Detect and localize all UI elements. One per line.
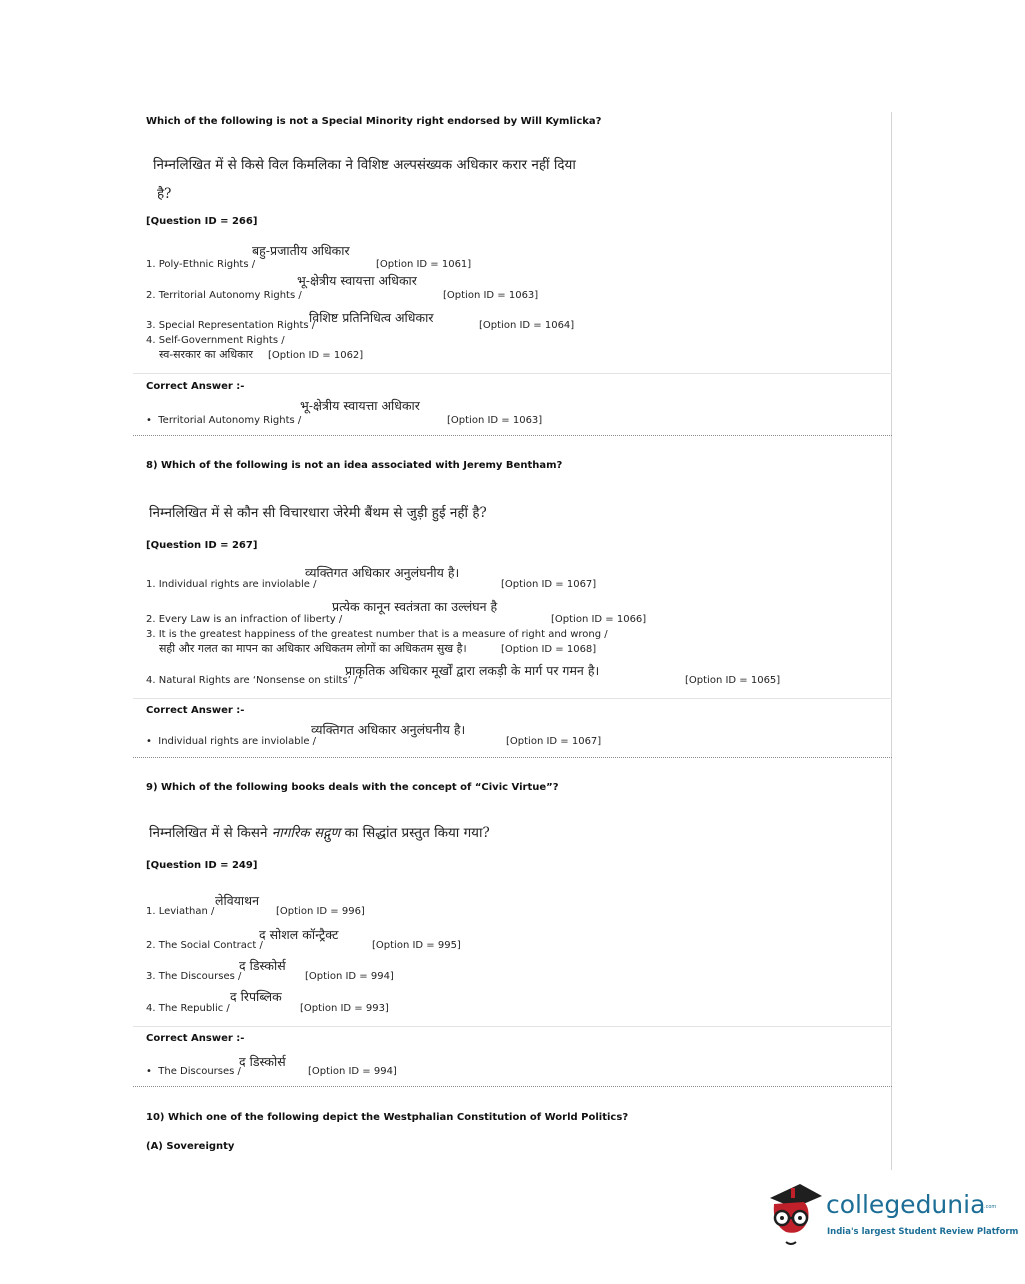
q8-option-2-hindi: प्रत्येक कानून स्वतंत्रता का उल्लंघन है xyxy=(332,599,498,614)
q7-correct-answer-hindi: भू-क्षेत्रीय स्वायत्ता अधिकार xyxy=(300,398,420,413)
q8-option-1: 1. Individual rights are inviolable / xyxy=(146,579,317,590)
q7-option-3-hindi: विशिष्ट प्रतिनिधित्व अधिकार xyxy=(309,310,434,325)
q7-option-4: 4. Self-Government Rights / xyxy=(146,335,285,346)
q7-correct-answer: • Territorial Autonomy Rights / xyxy=(146,415,302,426)
question-7-hindi-line1: निम्नलिखित में से किसे विल किमलिका ने विशिष्ट अल्पसंख्यक अधिकार करार नहीं दिया xyxy=(153,157,576,173)
q7-option-4-hindi: स्व-सरकार का अधिकार xyxy=(159,348,253,361)
question-10-title: 10) Which one of the following depict the Westphalian Constitution of World Politics? xyxy=(146,1112,629,1123)
q9-option-3-id: [Option ID = 994] xyxy=(305,971,394,982)
q8-correct-answer-hindi: व्यक्तिगत अधिकार अनुलंघनीय है। xyxy=(311,722,466,737)
q9-option-4: 4. The Republic / xyxy=(146,1003,230,1014)
q7-option-2-id: [Option ID = 1063] xyxy=(443,290,539,301)
q8-correct-answer: • Individual rights are inviolable / xyxy=(146,736,317,747)
q7-correct-answer-label: Correct Answer :- xyxy=(146,381,245,392)
q8-option-3-hindi: सही और गलत का मापन का अधिकार अधिकतम लोगों का अधिकतम सुख है। xyxy=(159,642,467,655)
question-8-id: [Question ID = 267] xyxy=(146,540,258,551)
brand-com: .com xyxy=(984,1204,997,1210)
question-7-title: Which of the following is not a Special Minority right endorsed by Will Kymlicka? xyxy=(146,116,602,127)
q8-correct-answer-id: [Option ID = 1067] xyxy=(506,736,602,747)
question-7-id: [Question ID = 266] xyxy=(146,216,258,227)
question-9-hindi: निम्नलिखित में से किसने नागरिक सद्गुण का सिद्धांत प्रस्तुत किया गया? xyxy=(149,825,490,841)
q9-correct-answer-hindi: द डिस्कोर्स xyxy=(239,1054,286,1069)
q9-option-3-hindi: द डिस्कोर्स xyxy=(239,958,286,973)
q7-option-4-id: [Option ID = 1062] xyxy=(268,350,364,361)
q9-option-2-hindi: द सोशल कॉन्ट्रैक्ट xyxy=(259,927,339,942)
divider xyxy=(133,435,892,436)
q9-correct-answer-label: Correct Answer :- xyxy=(146,1033,245,1044)
collegedunia-mascot-icon xyxy=(764,1176,824,1248)
q7-option-2: 2. Territorial Autonomy Rights / xyxy=(146,290,302,301)
q9-option-4-id: [Option ID = 993] xyxy=(300,1003,389,1014)
q7-option-2-hindi: भू-क्षेत्रीय स्वायत्ता अधिकार xyxy=(297,273,417,288)
q9-option-1-id: [Option ID = 996] xyxy=(276,906,365,917)
q9-option-1: 1. Leviathan / xyxy=(146,906,215,917)
q8-option-2: 2. Every Law is an infraction of liberty / xyxy=(146,614,343,625)
q9-correct-answer-id: [Option ID = 994] xyxy=(308,1066,397,1077)
question-7-hindi-line2: है? xyxy=(157,186,172,202)
question-9-id: [Question ID = 249] xyxy=(146,860,258,871)
q9-option-1-hindi: लेवियाथन xyxy=(215,893,260,908)
q9-option-2-id: [Option ID = 995] xyxy=(372,940,461,951)
divider xyxy=(133,757,892,758)
q9-option-3: 3. The Discourses / xyxy=(146,971,242,982)
q7-option-1: 1. Poly-Ethnic Rights / xyxy=(146,259,256,270)
q9-option-2: 2. The Social Contract / xyxy=(146,940,263,951)
q8-option-3: 3. It is the greatest happiness of the greatest number that is a measure of right and wrong / xyxy=(146,629,608,640)
divider xyxy=(133,1086,892,1087)
brand-tagline: India's largest Student Review Platform xyxy=(827,1227,1019,1237)
q8-option-1-id: [Option ID = 1067] xyxy=(501,579,597,590)
q8-option-4-hindi: प्राकृतिक अधिकार मूर्खों द्वारा लकड़ी के मार्ग पर गमन है। xyxy=(345,663,600,678)
q9-option-4-hindi: द रिपब्लिक xyxy=(230,989,282,1004)
q8-option-1-hindi: व्यक्तिगत अधिकार अनुलंघनीय है। xyxy=(305,565,460,580)
brand-name: collegedunia xyxy=(826,1190,986,1219)
question-10-part-a: (A) Sovereignty xyxy=(146,1141,235,1152)
question-9-title: 9) Which of the following books deals with the concept of “Civic Virtue”? xyxy=(146,782,559,793)
question-8-title: 8) Which of the following is not an idea associated with Jeremy Bentham? xyxy=(146,460,563,471)
q7-option-1-id: [Option ID = 1061] xyxy=(376,259,472,270)
q8-option-2-id: [Option ID = 1066] xyxy=(551,614,647,625)
q8-option-3-id: [Option ID = 1068] xyxy=(501,644,597,655)
q7-option-3: 3. Special Representation Rights / xyxy=(146,320,316,331)
q7-option-1-hindi: बहु-प्रजातीय अधिकार xyxy=(252,243,350,258)
q9-correct-answer: • The Discourses / xyxy=(146,1066,241,1077)
q8-correct-answer-label: Correct Answer :- xyxy=(146,705,245,716)
q7-option-3-id: [Option ID = 1064] xyxy=(479,320,575,331)
q8-option-4: 4. Natural Rights are ‘Nonsense on stilts’ / xyxy=(146,675,358,686)
question-8-hindi: निम्नलिखित में से कौन सी विचारधारा जेरेमी बैंथम से जुड़ी हुई नहीं है? xyxy=(149,505,487,521)
q8-option-4-id: [Option ID = 1065] xyxy=(685,675,781,686)
q7-correct-answer-id: [Option ID = 1063] xyxy=(447,415,543,426)
